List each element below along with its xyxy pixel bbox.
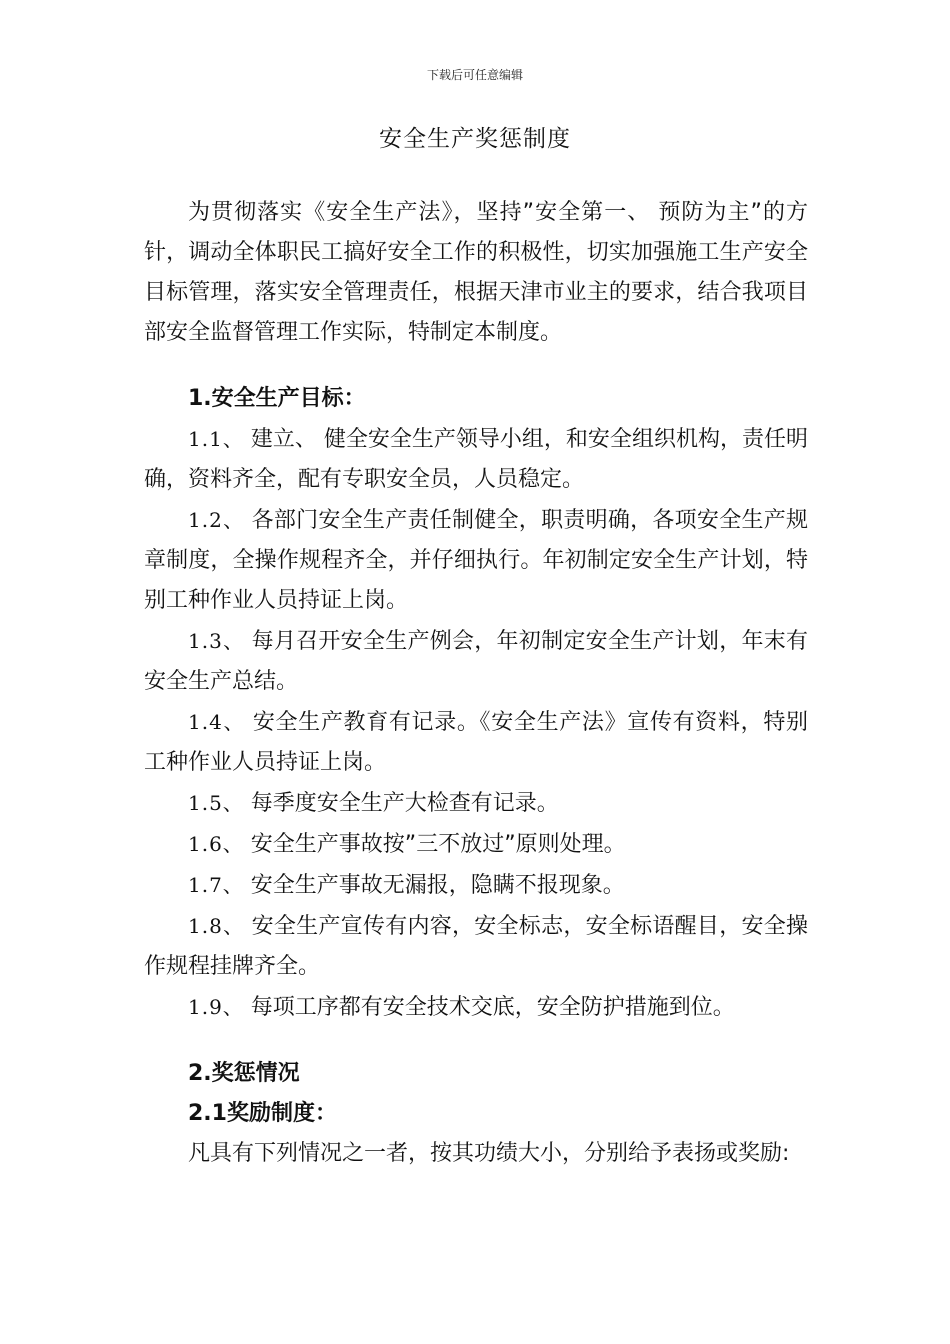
intro-paragraph: 为贯彻落实《安全生产法》，坚持”安全第一、 预防为主”的方针，调动全体职民工搞好安全工作的积极性，切实加强施工生产安全目标管理，落实安全管理责任，根据天津市业主的要求，结合我项目部安全监督管理工作实际，特制定本制度。 (144, 200, 808, 345)
section-2-1-heading: 2.1奖励制度： (188, 1101, 337, 1126)
list-item (144, 702, 808, 783)
item-number: 1.1、 (188, 427, 244, 451)
section-2-1-paragraph: 凡具有下列情况之一者，按其功绩大小，分别给予表扬或奖励: (188, 1141, 790, 1166)
section-2-heading: 2.奖惩情况 (188, 1061, 300, 1086)
item-number: 1.8、 (188, 914, 245, 938)
item-text: 安全生产教育有记录。《安全生产法》宣传有资料，特别工种作业人员持证上岗。 (144, 710, 808, 775)
list-item (144, 621, 808, 702)
list-item (144, 419, 808, 500)
list-item (144, 906, 808, 987)
list-item (144, 824, 808, 865)
list-item (144, 783, 808, 824)
item-text: 每项工序都有安全技术交底，安全防护措施到位。 (243, 995, 735, 1020)
item-number: 1.6、 (188, 832, 244, 856)
section-1-heading: 1.安全生产目标： (188, 386, 366, 411)
list-item (144, 987, 808, 1028)
item-number: 1.7、 (188, 873, 244, 897)
item-text: 安全生产事故按”三不放过”原则处理。 (243, 832, 626, 857)
item-text: 每季度安全生产大检查有记录。 (243, 791, 559, 816)
item-text: 建立、 健全安全生产领导小组，和安全组织机构，责任明确，资料齐全，配有专职安全员，人员稳定。 (144, 427, 808, 492)
document-title: 安全生产奖惩制度 (379, 126, 571, 152)
item-text: 每月召开安全生产例会，年初制定安全生产计划，年末有安全生产总结。 (144, 629, 808, 694)
list-item (144, 500, 808, 621)
item-number: 1.5、 (188, 791, 244, 815)
item-number: 1.2、 (188, 508, 245, 532)
document-body (144, 193, 808, 1174)
list-item (144, 865, 808, 906)
item-text: 各部门安全生产责任制健全，职责明确，各项安全生产规章制度，全操作规程齐全，并仔细执行。年初制定安全生产计划，特别工种作业人员持证上岗。 (144, 508, 808, 613)
item-number: 1.3、 (188, 629, 245, 653)
header-note: 下载后可任意编辑 (426, 68, 523, 82)
item-number: 1.9、 (188, 995, 244, 1019)
item-number: 1.4、 (188, 710, 246, 734)
item-text: 安全生产事故无漏报，隐瞒不报现象。 (243, 873, 625, 898)
item-text: 安全生产宣传有内容，安全标志，安全标语醒目，安全操作规程挂牌齐全。 (144, 914, 808, 979)
